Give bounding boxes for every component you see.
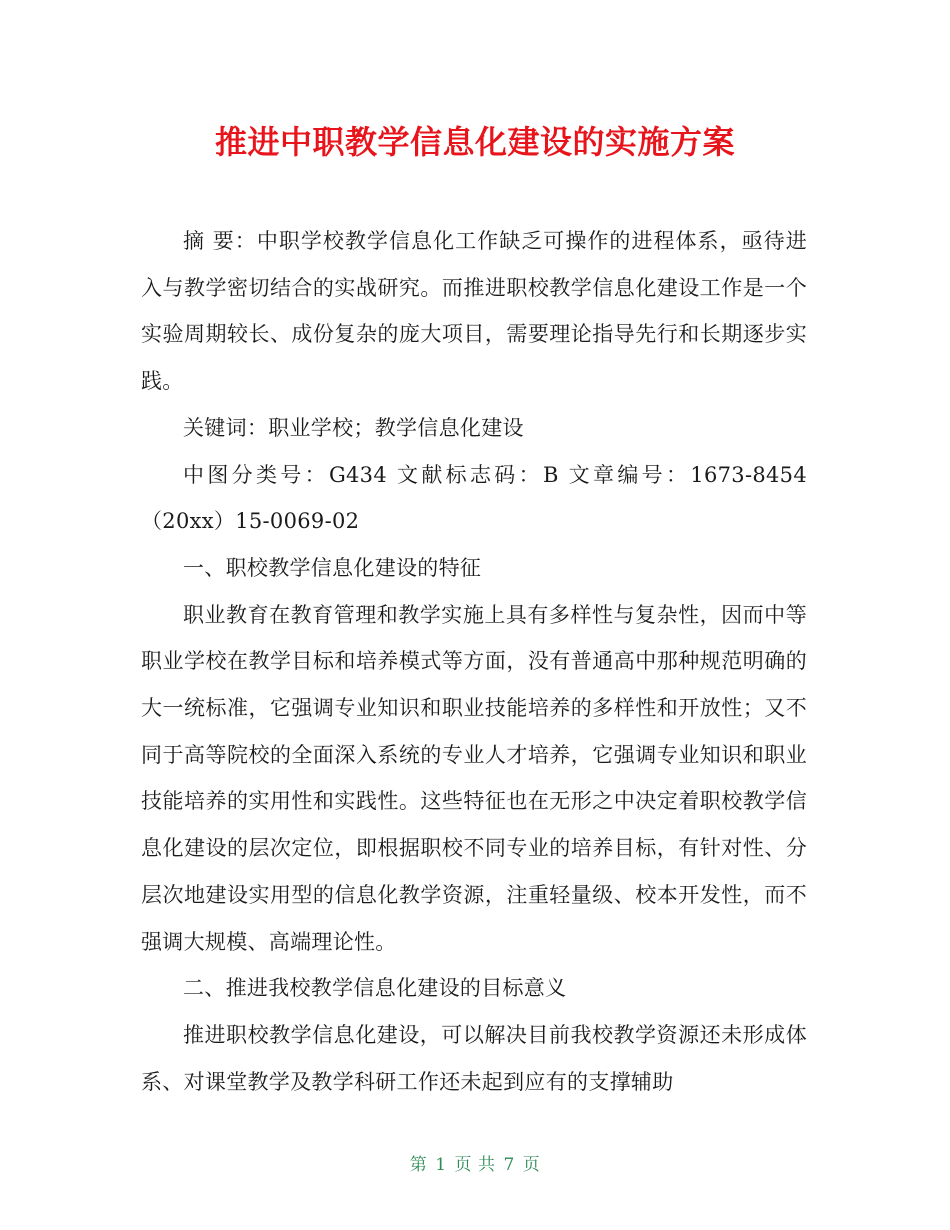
footer-suffix: 页 <box>522 1155 541 1175</box>
section-heading-2: 二、推进我校教学信息化建设的目标意义 <box>183 976 567 1001</box>
classification-paragraph: 中图分类号：G434 文献标志码：B 文章编号：1673-8454（20xx）15-0069-02 <box>141 462 807 534</box>
footer-total-pages: 7 <box>503 1155 515 1175</box>
document-body <box>141 218 807 1105</box>
keywords-paragraph: 关键词：职业学校；教学信息化建设 <box>183 415 524 440</box>
footer-mid: 页 共 <box>454 1155 496 1175</box>
page-footer <box>0 1150 950 1175</box>
footer-current-page: 1 <box>435 1155 447 1175</box>
section-heading-1: 一、职校教学信息化建设的特征 <box>183 555 482 580</box>
document-title: 推进中职教学信息化建设的实施方案 <box>214 123 735 161</box>
footer-prefix: 第 <box>409 1155 428 1175</box>
section-1-paragraph: 职业教育在教育管理和教学实施上具有多样性与复杂性，因而中等职业学校在教学目标和培养模式等方面，没有普通高中那种规范明确的大一统标准，它强调专业知识和职业技能培养的多样性和开放性；又不同于高等院校的全面深入系统的专业人才培养，它强调专业知识和职业技能培养的实用性和实践性。这些特征也在无形之中决定着职校教学信息化建设的层次定位，即根据职校不同专业的培养目标，有针对性、分层次地建设实用型的信息化教学资源，注重轻量级、校本开发性，而不强调大规模、高端理论性。 <box>141 602 807 954</box>
abstract-paragraph: 摘 要：中职学校教学信息化工作缺乏可操作的进程体系，亟待进入与教学密切结合的实战研究。而推进职校教学信息化建设工作是一个实验周期较长、成份复杂的庞大项目，需要理论指导先行和长期逐步实践。 <box>141 229 807 394</box>
section-2-paragraph: 推进职校教学信息化建设，可以解决目前我校教学资源还未形成体系、对课堂教学及教学科研工作还未起到应有的支撑辅助 <box>141 1022 807 1094</box>
